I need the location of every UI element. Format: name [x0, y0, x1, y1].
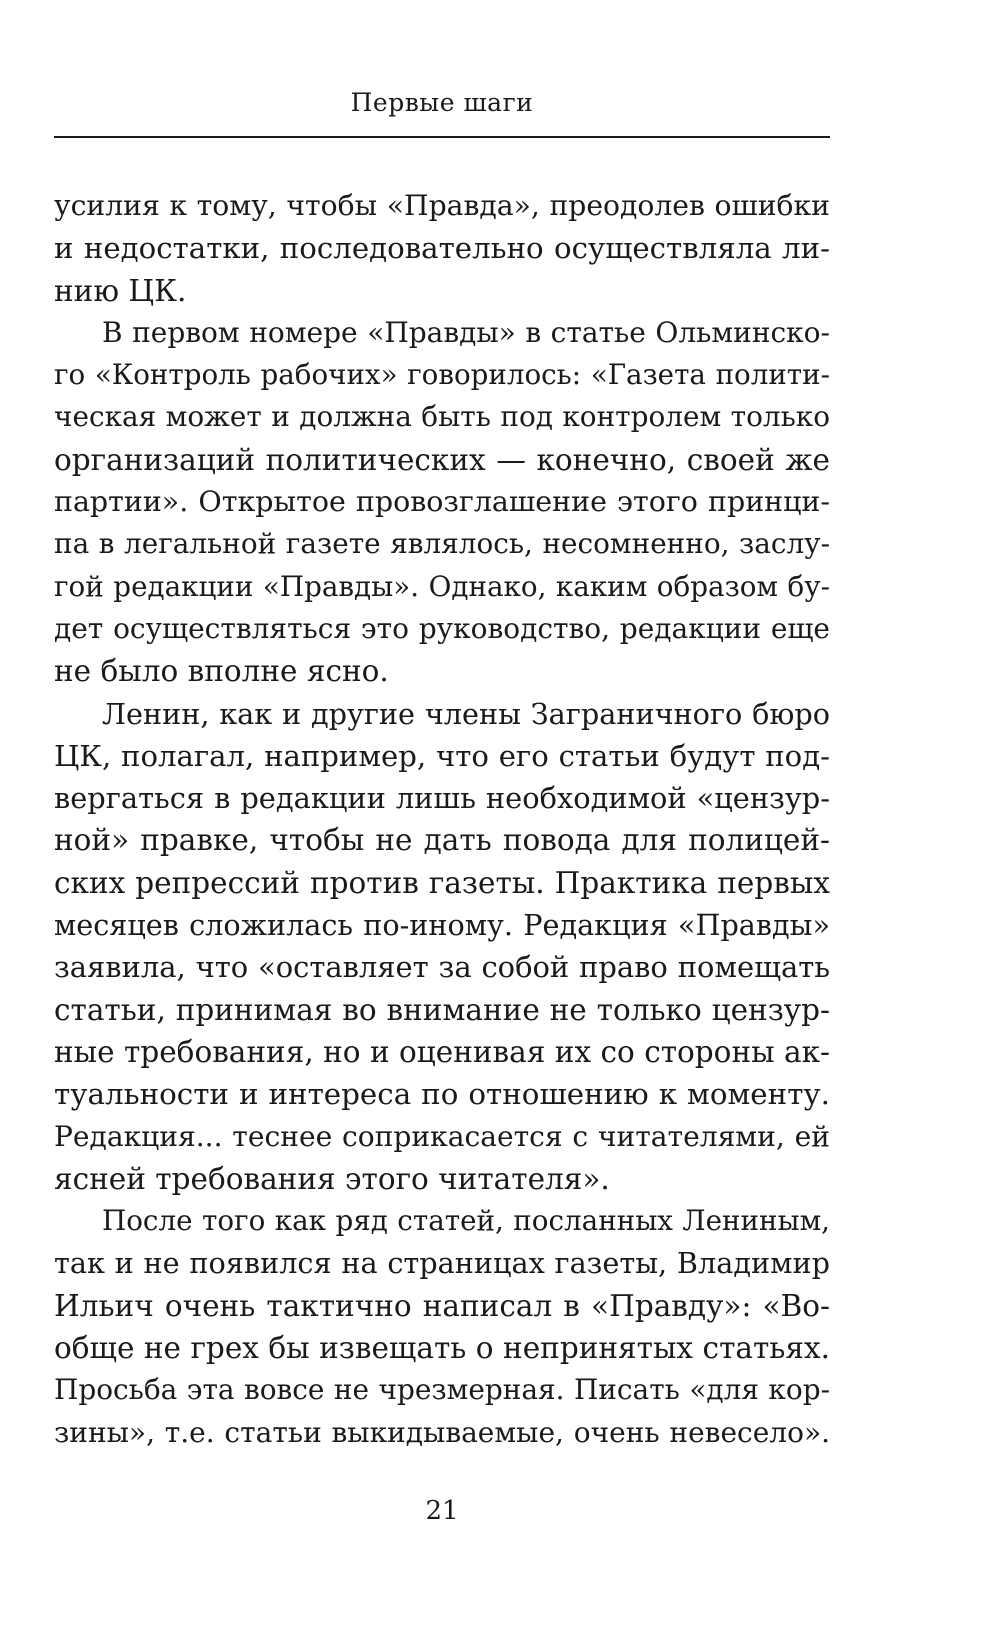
text-line: ясней требования этого читателя».: [54, 1161, 610, 1196]
text-line: ной» правке, чтобы не дать повода для полицей-: [54, 823, 830, 858]
text-line: усилия к тому, чтобы «Правда», преодолев ошибки: [54, 189, 830, 222]
text-line: нию ЦК.: [54, 273, 187, 308]
text-line: вергаться в редакции лишь необходимой «цензур-: [54, 781, 830, 816]
page-number: 21: [425, 1496, 459, 1526]
text-line: туальности и интереса по отношению к моменту.: [54, 1077, 830, 1112]
text-line: Ленин, как и другие члены Заграничного бюро: [102, 696, 830, 731]
text-line: ные требования, но и оценивая их со стороны ак-: [54, 1034, 830, 1069]
text-line: Ильич очень тактично написал в «Правду»: «Во-: [54, 1288, 830, 1323]
text-line: обще не грех бы извещать о непринятых статьях.: [54, 1331, 830, 1366]
text-line: ЦК, полагал, например, что его статьи будут под-: [54, 738, 830, 773]
text-line: партии». Открытое провозглашение этого принци-: [54, 485, 830, 519]
body-text: [54, 185, 830, 1454]
text-line: па в легальной газете являлось, несомненно, заслу-: [54, 527, 830, 561]
running-head: Первые шаги: [350, 88, 534, 117]
text-line: заявила, что «оставляет за собой право помещать: [54, 950, 830, 985]
text-line: дет осуществляться это руководство, редакции еще: [54, 611, 830, 645]
text-line: зины», т.е. статьи выкидываемые, очень невесело».: [54, 1415, 830, 1449]
text-line: Просьба эта вовсе не чрезмерная. Писать «для кор-: [54, 1373, 830, 1407]
text-line: организаций политических — конечно, своей же: [54, 442, 830, 477]
text-line: После того как ряд статей, посланных Лениным,: [102, 1204, 830, 1238]
text-line: Редакция... теснее соприкасается с читателями, ей: [54, 1119, 830, 1153]
text-line: ских репрессий против газеты. Практика первых: [54, 865, 830, 900]
text-line: не было вполне ясно.: [54, 654, 389, 689]
text-line: ческая может и должна быть под контролем только: [54, 400, 830, 434]
text-line: гой редакции «Правды». Однако, каким образом бу-: [54, 569, 830, 603]
text-line: и недостатки, последовательно осуществляла ли-: [54, 231, 830, 266]
text-line: месяцев сложилась по-иному. Редакция «Правды»: [54, 908, 830, 943]
text-line: статьи, принимая во внимание не только цензур-: [54, 992, 830, 1027]
text-line: так и не появился на страницах газеты, Владимир: [54, 1246, 830, 1281]
text-line: В первом номере «Правды» в статье Ольминско-: [102, 315, 830, 349]
text-line: го «Контроль рабочих» говорилось: «Газета полити-: [54, 358, 830, 392]
header-rule: [54, 136, 830, 138]
